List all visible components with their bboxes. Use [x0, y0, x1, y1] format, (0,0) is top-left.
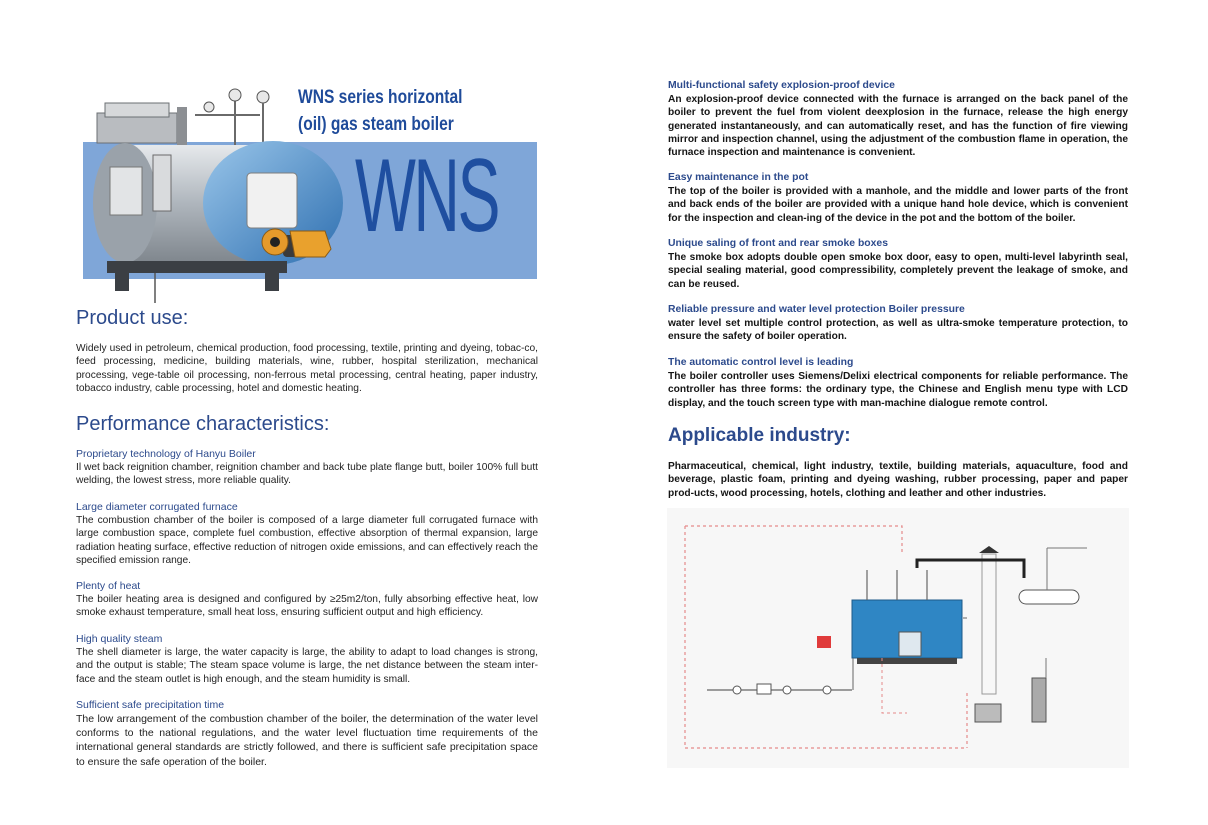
feature-title: The automatic control level is leading — [668, 357, 854, 368]
feature-text: The top of the boiler is provided with a manhole, and the middle and lower parts of the front and back ends of the boiler are provided with a unique hand hole device, which is convenient for the inspection and clean-ing of the device in the pot and the bottom of the boiler. — [668, 186, 1128, 224]
perf-item-text: The low arrangement of the combustion chamber of the boiler, the determination of the water level conforms to the national regulations, and the water level fluctuation time requirements of the international general standards are strictly followed, and there is sufficient safe precipitation space to ensure the safe operation of the boiler. — [76, 713, 538, 768]
product-use-heading: Product use: — [76, 307, 189, 329]
system-diagram — [667, 508, 1129, 768]
perf-item-text: The shell diameter is large, the water capacity is large, the ability to adapt to load changes is strong, and the output is stable; The steam space volume is large, the net distance between the steam inter-face and the steam outlet is high enough, and the steam humidity is small. — [76, 647, 538, 685]
perf-item-title: Large diameter corrugated furnace — [76, 501, 238, 513]
feature-title: Multi-functional safety explosion-proof device — [668, 80, 895, 91]
perf-item-text: The boiler heating area is designed and configured by ≥25m2/ton, fully absorbing effective heat, low smoke exhaust temperature, small heat loss, ensuring sufficient output and high efficiency. — [76, 594, 538, 619]
industry-text: Pharmaceutical, chemical, light industry, textile, building materials, aquaculture, food and beverage, plastic foam, printing and dyeing washing, rubber processing, paper and paper prod-ucts, wood processing, hotels, clothing and leather and other industries. — [668, 461, 1128, 499]
perf-item-title: High quality steam — [76, 633, 163, 645]
feature-text: water level set multiple control protection, as well as ultra-smoke temperature protection, to ensure the safety of boiler operation. — [668, 318, 1128, 343]
perf-item-title: Plenty of heat — [76, 580, 141, 592]
hero-title-line2: (oil) gas steam boiler — [298, 114, 454, 135]
feature-text: The boiler controller uses Siemens/Delixi electrical components for reliable performance. The controller has three forms: the ordinary type, the Chinese and English menu type with LCD display, and the touch screen type with man-machine dialogue remote control. — [668, 371, 1128, 409]
perf-item-title: Proprietary technology of Hanyu Boiler — [76, 448, 256, 460]
feature-text: An explosion-proof device connected with the furnace is arranged on the back panel of the boiler to prevent the fuel from violent deexplosion in the furnace, release the high energy generated instantaneously, and can automatically reset, and has the function of fire viewing mirror and inspection channel, using the adjustment of the combustion flame in operation, the furnace inspection and maintenance is convenient. — [668, 94, 1128, 159]
industry-heading: Applicable industry: — [668, 425, 851, 446]
perf-item-title: Sufficient safe precipitation time — [76, 699, 225, 711]
performance-heading: Performance characteristics: — [76, 413, 330, 435]
feature-title: Unique saling of front and rear smoke boxes — [668, 238, 888, 249]
perf-item-text: The combustion chamber of the boiler is composed of a large diameter full corrugated furnace with large combustion space, complete fuel combustion, effective absorption of thermal expansion, large radiation heating surface, effective reduction of nitrogen oxide emissions, and can effectively reach the specified emission range. — [76, 515, 538, 567]
hero-title-line1: WNS series horizontal — [298, 87, 463, 108]
right-page — [604, 0, 1208, 825]
boiler-illustration — [85, 85, 360, 305]
model-watermark: WNS — [355, 138, 498, 254]
feature-text: The smoke box adopts double open smoke box door, easy to open, multi-level labyrinth seal, special sealing material, good compressibility, completely prevent the leakage of smoke, and can be reused. — [668, 252, 1128, 290]
product-use-text: Widely used in petroleum, chemical production, food processing, textile, printing and dyeing, tobac-co, feed processing, medicine, building materials, wine, rubber, hospital sterilization, mechanical processing, vege-table oil processing, non-ferrous metal processing, central heating, paper industry, tobacco industry, cable processing, hotel and domestic heating. — [76, 343, 538, 395]
feature-title: Reliable pressure and water level protection Boiler pressure — [668, 304, 965, 315]
feature-title: Easy maintenance in the pot — [668, 172, 809, 183]
perf-item-text: Il wet back reignition chamber, reignition chamber and back tube plate flange butt, boiler 100% full butt welding, the lowest stress, more reliable quality. — [76, 462, 538, 487]
